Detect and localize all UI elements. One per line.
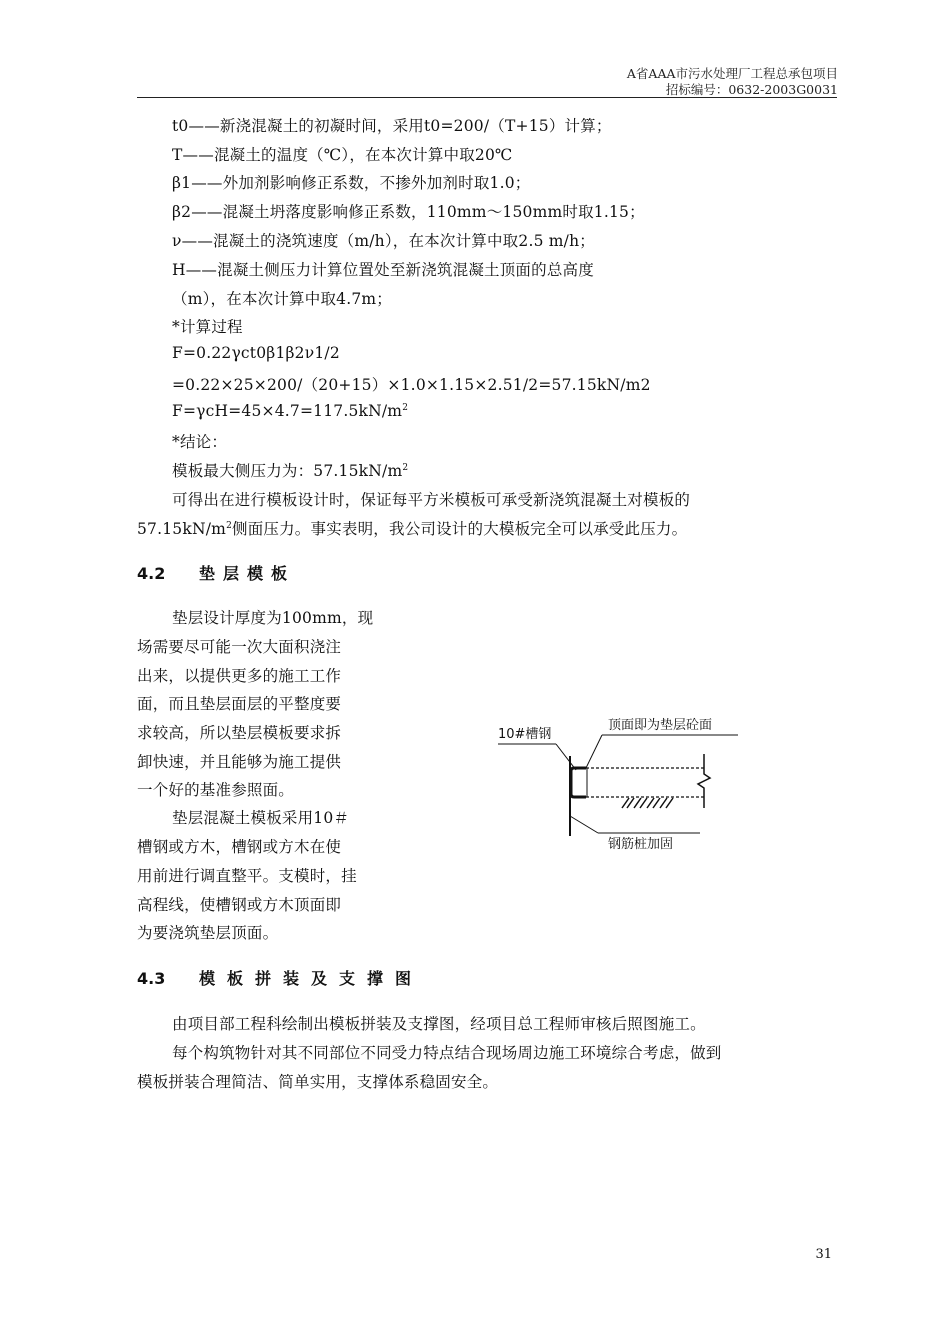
body-line: *计算过程 [172, 318, 243, 336]
label-channel-steel: 10#槽钢 [498, 727, 552, 742]
para-line: 由项目部工程科绘制出模板拼装及支撑图，经项目总工程师审核后照图施工。 [172, 1015, 706, 1033]
body-line: t0——新浇混凝土的初凝时间，采用t0=200/（T+15）计算； [172, 117, 612, 135]
para-line: 为要浇筑垫层顶面。 [137, 924, 279, 942]
section-number: 4.3 [137, 969, 166, 988]
leader-channel-diag [556, 744, 576, 770]
section-heading-4-2 [137, 561, 295, 584]
section-heading-4-3 [137, 966, 423, 989]
formwork-diagram [490, 708, 750, 868]
header-bid-no: 招标编号：0632-2003G0031 [665, 82, 838, 97]
body-line: （m），在本次计算中取4.7m； [172, 290, 392, 308]
body-line: 可得出在进行模板设计时，保证每平方米模板可承受新浇筑混凝土对模板的 [172, 491, 691, 509]
break-line [698, 754, 710, 808]
channel-steel [571, 768, 586, 797]
body-line [172, 459, 408, 481]
formula-text: F=γcH=45×4.7=117.5kN/m [172, 402, 403, 420]
label-top-surface: 顶面即为垫层砼面 [608, 718, 713, 733]
running-header [627, 66, 838, 98]
leader-stake [570, 816, 598, 833]
page-number: 31 [815, 1247, 832, 1262]
superscript: 2 [226, 520, 232, 531]
section-title: 模板拼装及支撑图 [199, 969, 424, 988]
body-line [137, 517, 687, 539]
para-line: 垫层设计厚度为100mm，现 [172, 609, 374, 627]
body-line: H——混凝土侧压力计算位置处至新浇筑混凝土顶面的总高度 [172, 261, 594, 279]
section-title: 垫层模板 [199, 564, 296, 583]
para-line: 出来，以提供更多的施工工作 [137, 667, 342, 685]
body-line: F=0.22γct0β1β2ν1/2 [172, 344, 340, 362]
para-line: 用前进行调直整平。支模时，挂 [137, 867, 357, 885]
body-line [172, 402, 408, 420]
continuation-text: 侧面压力。事实表明，我公司设计的大模板完全可以承受此压力。 [232, 520, 688, 538]
leader-top-diag [586, 735, 602, 768]
para-line: 模板拼装合理简洁、简单实用，支撑体系稳固安全。 [137, 1073, 499, 1091]
para-line: 面，而且垫层面层的平整度要 [137, 695, 342, 713]
para-line: 槽钢或方木，槽钢或方木在使 [137, 838, 342, 856]
body-line: T——混凝土的温度（℃），在本次计算中取20℃ [172, 146, 513, 164]
para-line: 卸快速，并且能够为施工提供 [137, 753, 342, 771]
label-rebar-stake: 钢筋桩加固 [608, 837, 674, 852]
body-line: β2——混凝土坍落度影响修正系数，110mm～150mm时取1.15； [172, 203, 645, 221]
ground-hatch [622, 798, 673, 808]
para-line: 场需要尽可能一次大面积浇注 [137, 638, 342, 656]
header-rule [137, 97, 837, 98]
body-line: *结论： [172, 433, 228, 451]
para-line: 求较高，所以垫层模板要求拆 [137, 724, 342, 742]
superscript: 2 [402, 402, 409, 413]
para-line: 高程线，使槽钢或方木顶面即 [137, 896, 342, 914]
para-line: 一个好的基准参照面。 [137, 781, 295, 799]
value-text: 57.15kN/m [137, 520, 227, 538]
body-line: β1——外加剂影响修正系数，不掺外加剂时取1.0； [172, 174, 531, 192]
body-line: ν——混凝土的浇筑速度（m/h），在本次计算中取2.5 m/h； [172, 232, 595, 250]
section-number: 4.2 [137, 564, 166, 583]
para-line: 垫层混凝土模板采用10＃ [172, 809, 350, 827]
header-project: A省AAA市污水处理厂工程总承包项目 [626, 66, 838, 81]
superscript: 2 [402, 462, 409, 473]
conclusion-text: 模板最大侧压力为：57.15kN/m [172, 462, 403, 480]
body-line: =0.22×25×200/（20+15）×1.0×1.15×2.51/2=57.15kN/m2 [172, 376, 651, 394]
para-line: 每个构筑物针对其不同部位不同受力特点结合现场周边施工环境综合考虑，做到 [172, 1044, 722, 1062]
